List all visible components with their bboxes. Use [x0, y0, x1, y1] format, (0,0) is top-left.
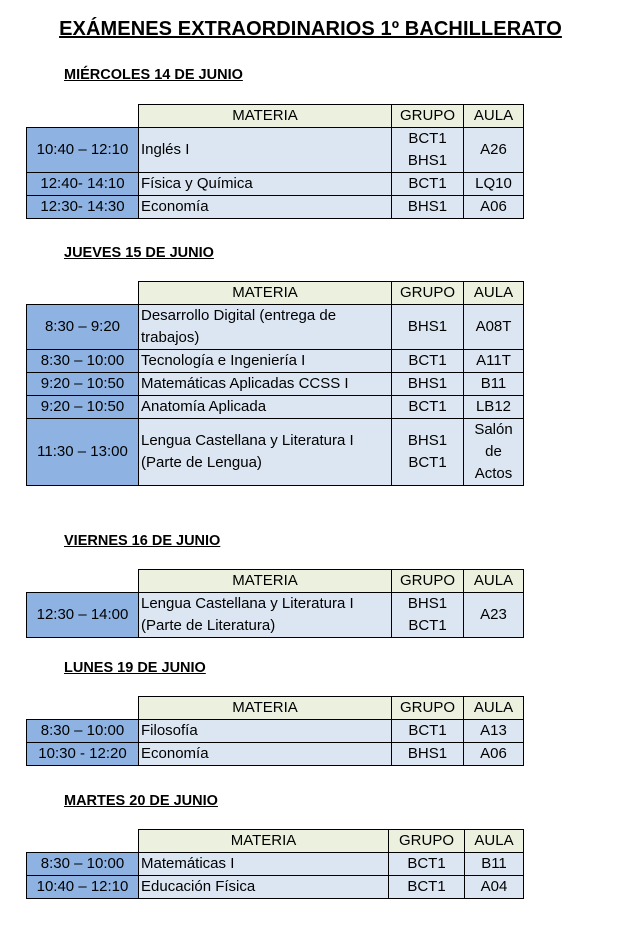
exam-group — [392, 196, 464, 219]
subject-line: Educación Física — [141, 878, 256, 895]
header-grupo: GRUPO — [392, 105, 464, 128]
header-blank-cell — [27, 697, 139, 720]
group-line: BCT1 — [408, 175, 447, 192]
exam-group — [392, 173, 464, 196]
header-aula: AULA — [465, 830, 524, 853]
header-aula: AULA — [464, 697, 524, 720]
subject-line: Economía — [141, 198, 209, 215]
exam-subject — [139, 876, 389, 899]
exam-time: 10:30 - 12:20 — [27, 743, 139, 766]
header-materia: MATERIA — [139, 105, 392, 128]
aula-line: A23 — [480, 606, 507, 623]
aula-line: Actos — [474, 465, 513, 482]
exam-group — [392, 419, 464, 486]
aula-line: LQ10 — [475, 175, 512, 192]
table-row — [27, 305, 524, 350]
group-line: BHS1 — [407, 318, 448, 335]
exam-aula — [464, 373, 524, 396]
day-heading: LUNES 19 DE JUNIO — [64, 660, 206, 676]
day-heading: MIÉRCOLES 14 DE JUNIO — [64, 67, 243, 83]
group-line: BCT1 — [408, 722, 447, 739]
exam-table — [26, 696, 524, 766]
exam-group — [392, 350, 464, 373]
table-row — [27, 373, 524, 396]
exam-aula — [464, 128, 524, 173]
exam-subject — [139, 743, 392, 766]
header-row — [27, 105, 524, 128]
header-materia: MATERIA — [139, 282, 392, 305]
exam-group — [389, 876, 465, 899]
table-row — [27, 128, 524, 173]
group-line: BCT1 — [408, 130, 447, 147]
subject-line: (Parte de Lengua) — [141, 454, 262, 471]
aula-line: LB12 — [475, 398, 512, 415]
exam-group — [392, 720, 464, 743]
exam-aula — [464, 196, 524, 219]
header-row — [27, 570, 524, 593]
exam-aula — [464, 593, 524, 638]
header-aula: AULA — [464, 570, 524, 593]
exam-subject — [139, 419, 392, 486]
header-grupo: GRUPO — [392, 282, 464, 305]
group-line: BCT1 — [408, 454, 447, 471]
exam-aula — [464, 419, 524, 486]
subject-line: Filosofía — [141, 722, 198, 739]
aula-line: A04 — [480, 878, 508, 895]
header-blank-cell — [27, 105, 139, 128]
subject-line: Tecnología e Ingeniería I — [141, 352, 306, 369]
aula-line: A06 — [480, 745, 507, 762]
header-grupo: GRUPO — [392, 697, 464, 720]
header-blank-cell — [27, 282, 139, 305]
exam-time: 9:20 – 10:50 — [27, 396, 139, 419]
exam-time: 8:30 – 10:00 — [27, 853, 139, 876]
table-row — [27, 196, 524, 219]
exam-aula — [464, 173, 524, 196]
group-line: BCT1 — [408, 617, 447, 634]
table-row — [27, 876, 524, 899]
subject-line: Matemáticas I — [141, 855, 235, 872]
exam-group — [392, 593, 464, 638]
exam-time: 8:30 – 10:00 — [27, 350, 139, 373]
table-row — [27, 853, 524, 876]
day-heading: MARTES 20 DE JUNIO — [64, 793, 218, 809]
group-line: BHS1 — [407, 152, 448, 169]
header-aula: AULA — [464, 282, 524, 305]
header-row — [27, 830, 524, 853]
subject-line: Física y Química — [141, 175, 253, 192]
group-line: BHS1 — [407, 198, 448, 215]
exam-time: 10:40 – 12:10 — [27, 876, 139, 899]
subject-line: Lengua Castellana y Literatura I — [141, 432, 354, 449]
exam-time: 8:30 – 9:20 — [27, 305, 139, 350]
subject-line: (Parte de Literatura) — [141, 617, 276, 634]
page-title: EXÁMENES EXTRAORDINARIOS 1º BACHILLERATO — [59, 18, 562, 40]
day-heading: VIERNES 16 DE JUNIO — [64, 533, 221, 549]
exam-group — [392, 305, 464, 350]
header-materia: MATERIA — [139, 697, 392, 720]
group-line: BHS1 — [407, 745, 448, 762]
exam-aula — [464, 350, 524, 373]
exam-aula — [464, 396, 524, 419]
aula-line: A06 — [480, 198, 507, 215]
table-row — [27, 350, 524, 373]
exam-subject — [139, 396, 392, 419]
header-materia: MATERIA — [139, 570, 392, 593]
subject-line: Anatomía Aplicada — [141, 398, 267, 415]
exam-group — [392, 396, 464, 419]
exam-time: 12:40- 14:10 — [27, 173, 139, 196]
exam-subject — [139, 593, 392, 638]
table-row — [27, 720, 524, 743]
exam-time: 10:40 – 12:10 — [27, 128, 139, 173]
header-row — [27, 282, 524, 305]
group-line: BHS1 — [407, 432, 448, 449]
exam-subject — [139, 373, 392, 396]
table-row — [27, 419, 524, 486]
table-row — [27, 593, 524, 638]
subject-line: Lengua Castellana y Literatura I — [141, 595, 354, 612]
exam-table — [26, 281, 524, 486]
exam-aula — [464, 720, 524, 743]
exam-time: 12:30- 14:30 — [27, 196, 139, 219]
group-line: BHS1 — [407, 595, 448, 612]
exam-subject — [139, 196, 392, 219]
table-row — [27, 396, 524, 419]
exam-aula — [465, 853, 524, 876]
exam-group — [392, 373, 464, 396]
subject-line: trabajos) — [141, 329, 200, 346]
aula-line: A11T — [476, 352, 511, 369]
exam-time: 9:20 – 10:50 — [27, 373, 139, 396]
aula-line: B11 — [480, 375, 507, 392]
aula-line: B11 — [481, 855, 507, 872]
group-line: BCT1 — [408, 398, 447, 415]
table-row — [27, 173, 524, 196]
aula-line: A13 — [480, 722, 507, 739]
header-grupo: GRUPO — [389, 830, 465, 853]
exam-time: 8:30 – 10:00 — [27, 720, 139, 743]
exam-subject — [139, 128, 392, 173]
exam-aula — [465, 876, 524, 899]
subject-line: Inglés I — [141, 141, 190, 158]
exam-subject — [139, 720, 392, 743]
aula-line: de — [485, 443, 502, 460]
exam-aula — [464, 743, 524, 766]
header-grupo: GRUPO — [392, 570, 464, 593]
exam-group — [389, 853, 465, 876]
header-blank-cell — [27, 830, 139, 853]
exam-aula — [464, 305, 524, 350]
group-line: BCT1 — [408, 352, 447, 369]
header-blank-cell — [27, 570, 139, 593]
exam-table — [26, 829, 524, 899]
exam-subject — [139, 173, 392, 196]
exam-group — [392, 743, 464, 766]
group-line: BCT1 — [407, 855, 446, 872]
aula-line: Salón — [474, 421, 513, 438]
aula-line: A26 — [480, 141, 507, 158]
subject-line: Desarrollo Digital (entrega de — [141, 307, 337, 324]
aula-line: A08T — [475, 318, 512, 335]
group-line: BHS1 — [407, 375, 448, 392]
day-heading: JUEVES 15 DE JUNIO — [64, 245, 214, 261]
exam-time: 11:30 – 13:00 — [27, 419, 139, 486]
exam-subject — [139, 350, 392, 373]
header-materia: MATERIA — [139, 830, 389, 853]
header-row — [27, 697, 524, 720]
exam-table — [26, 104, 524, 219]
exam-subject — [139, 305, 392, 350]
subject-line: Economía — [141, 745, 209, 762]
subject-line: Matemáticas Aplicadas CCSS I — [141, 375, 349, 392]
exam-table — [26, 569, 524, 638]
exam-group — [392, 128, 464, 173]
table-row — [27, 743, 524, 766]
header-aula: AULA — [464, 105, 524, 128]
group-line: BCT1 — [407, 878, 446, 895]
exam-subject — [139, 853, 389, 876]
exam-time: 12:30 – 14:00 — [27, 593, 139, 638]
